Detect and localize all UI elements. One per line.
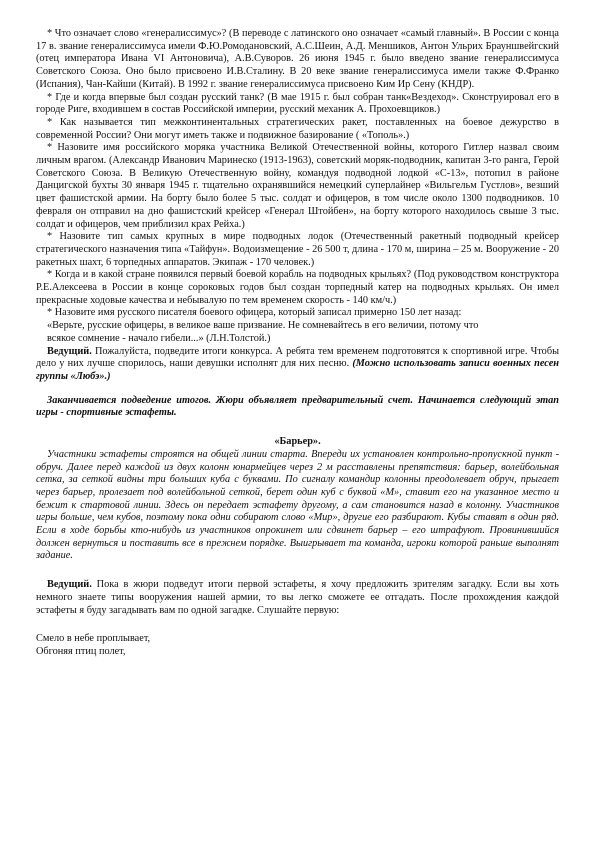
riddle-line: Смело в небе проплывает, xyxy=(36,633,151,645)
question-writer: * Назовите имя русского писателя боевого офицера, который записал примерно 150 лет назад: xyxy=(47,307,462,319)
question-submarine: * Назовите тип самых крупных в мире подводных лодок (Отечественный ракетный подводный крейсер стратегического назначения типа «Тайфун». Водоизмещение - 26 500 т, длина - 170 м, ширина – 25 м. Вооружение - 20 ракетных шахт, 6 торпедных аппаратов. Экипаж - 170 человек.) xyxy=(36,231,559,268)
host-speech: Пожалуйста, подведите итоги конкурса. А ребята тем временем подготовятся к спортивной игре. Чтобы дело у них лучше спорилось, наши девушки исполнят для них песню. xyxy=(36,345,559,370)
host-paragraph-2 xyxy=(36,579,559,617)
question-hydrofoil: * Когда и в какой стране появился первый боевой корабль на подводных крыльях? (Под руководством конструктора Р.Е.Алексеева в России в конце сороковых годов был создан торпедный катер на подводных крыльях. Он имел прекрасные ходовые качества и небывалую по тем временем скорость - 140 км/ч.) xyxy=(36,269,559,306)
writer-quote-line-1: «Верьте, русские офицеры, в великое ваше призвание. Не сомневайтесь в его величии, потому что xyxy=(47,320,479,332)
host-label: Ведущий. xyxy=(47,345,92,357)
section-title: «Барьер». xyxy=(274,436,321,448)
question-first-tank: * Где и когда впервые был создан русский танк? (В мае 1915 г. был собран танк«Вездеход». Сконструировал его в городе Риге, входившем в состав Российской империи, русский механик А. Прохоевщиков.) xyxy=(36,91,559,116)
question-missile: * Как называется тип межконтинентальных стратегических ракет, поставленных на боевое дежурство в современной России? Они могут иметь также и подвижное базирование ( «Тополь».) xyxy=(36,116,559,141)
writer-quote-line-2: всякое сомнение - начало гибели...» (Л.Н.Толстой.) xyxy=(47,332,271,344)
riddle-line: Обгоняя птиц полет, xyxy=(36,645,126,657)
host-speech: Пока в жюри подведут итоги первой эстафеты, я хочу предложить зрителям загадку. Если вы хоть немного знаете типы вооружения нашей армии, то вы легко сможете ее отгадать. После прохождения каждой эстафеты я буду загадывать вам по одной загадке. Слушайте первую: xyxy=(36,579,559,616)
host-label: Ведущий. xyxy=(47,579,92,591)
question-generalissimus: * Что означает слово «генералиссимус»? (В переводе с латинского оно означает «самый главный». В России с конца 17 в. звание генералиссимуса имели Ф.Ю.Ромодановский, А.С.Шеин, А.Д. Меншиков, Антон Ульрих Брауншвейгский (отец императора Ивана VI Антоновича), А.В.Суворов. 26 июня 1945 г. было введено звание генералиссимуса Советского Союза. Оно было присвоено И.В.Сталину. В 20 веке звание генералиссимуса имели также Ф.Франко (Испания), Чан-Кайши (Китай). В 1992 г. звание генералиссимуса присвоено Ким Ир Сену (КНДР). xyxy=(36,28,559,90)
question-marinesko: * Назовите имя российского моряка участника Великой Отечественной войны, которого Гитлер назвал своим личным врагом. (Александр Иванович Маринеско (1913-1963), советский моряк-подводник, капитан 3-го ранга, Герой Советского Союза. В Великую Отечественную войну, командуя подводной лодкой «С-13», потопил в районе Данцигской бухты 30 января 1945 г. тщательно охранявшийся немецкий суперлайнер «Вильгельм Густлов», везший цвет фашистской армии. На борту было более 5 тыс. солдат и офицеров, в том числе около 1300 подводников. 10 февраля он отправил на дно фашистский крейсер «Генерал Штойбен», на борту которого находилось свыше 3 тыс. солдат и офицеров, чем приблизил крах Рейха.) xyxy=(36,142,559,230)
host-note: (Можно использовать записи военных песен группы «Любэ».) xyxy=(36,358,559,382)
relay-description: Участники эстафеты строятся на общей линии старта. Впереди их установлен контрольно-пропускной пункт - обруч. Далее перед каждой из двух колонн юнармейцев через 2 м расставлены препятствия: барьер, волейбольная сетка, за сеткой видны три больших куба с буквами. По сигналу командир колонны преодолевает обруч, прыгает через барьер, пролезает под волейбольной сеткой, берет один куб с буквой «М», ставит его на указанное место и бежит к стартовой линии. Здесь он передает эстафету другому, а сам становится назад в колонну. Участников игры больше, чем кубов, поэтому пока одни собирают слово «Мир», другие его разбирают. Кубы ставят в один ряд. Если в ходе борьбы кто-нибудь из участников опрокинет или сдвинет барьер – его штрафуют. Провинившийся должен вернуться и поставить все в прежнем порядке. Выигрывает та команда, игроки которой раньше выполнят задание. xyxy=(36,448,559,562)
host-paragraph-1 xyxy=(36,346,559,384)
summary-note: Заканчивается подведение итогов. Жюри объявляет предварительный счет. Начинается следующий этап игры - спортивные эстафеты. xyxy=(36,394,559,419)
